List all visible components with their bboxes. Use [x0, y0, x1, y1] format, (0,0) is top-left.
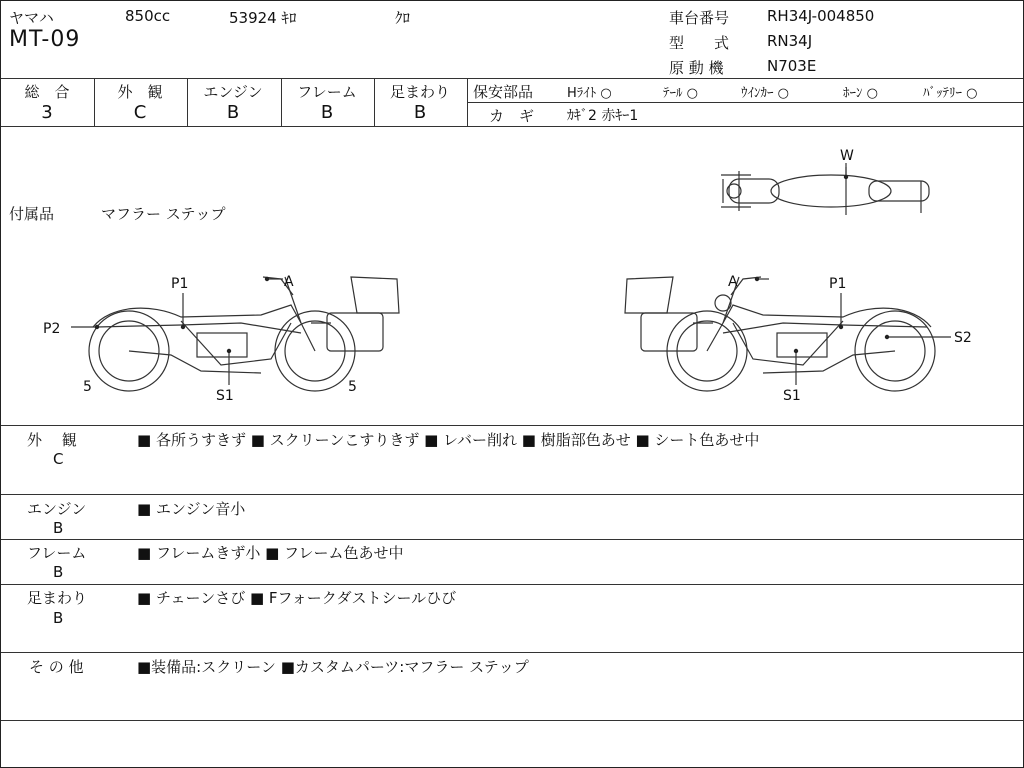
suspension-label: 足まわり	[389, 83, 450, 101]
marker-left-5b: 5	[348, 379, 357, 395]
divider	[1, 539, 1023, 540]
frame-grade-label: フレーム	[297, 83, 357, 101]
marker-left-s1: S1	[216, 388, 234, 404]
section-frame-grade: B	[53, 563, 64, 581]
marker-right-p1: P1	[829, 276, 847, 292]
type-value: RN34J	[767, 32, 813, 50]
engine-label: 原 動 機	[669, 59, 724, 77]
color: ｸﾛ	[395, 9, 411, 27]
marker-left-p1: P1	[171, 276, 189, 292]
key-label: カ ギ	[489, 107, 535, 125]
safety-winker: ｳｲﾝｶｰ ○	[741, 86, 789, 101]
section-engine-grade: B	[53, 519, 64, 537]
section-engine-label: エンジン	[27, 500, 87, 518]
marker-w: W	[840, 148, 854, 164]
section-other-text: ■装備品:スクリーン ■カスタムパーツ:マフラー ステップ	[137, 658, 529, 676]
section-engine-text: ■ エンジン音小	[137, 500, 246, 518]
displacement: 850cc	[125, 7, 171, 25]
section-frame-label: フレーム	[27, 544, 87, 562]
frame-number-label: 車台番号	[669, 9, 730, 27]
safety-battery: ﾊﾞｯﾃﾘｰ ○	[923, 86, 978, 101]
marker-right-s2: S2	[954, 330, 972, 346]
divider	[467, 102, 1023, 103]
frame-grade: B	[320, 102, 334, 123]
exterior-label: 外 観	[117, 83, 163, 101]
suspension-grade: B	[413, 102, 427, 123]
section-frame-text: ■ フレームきず小 ■ フレーム色あせ中	[137, 544, 404, 562]
section-exterior-text: ■ 各所うすきず ■ スクリーンこすりきず ■ レバー削れ ■ 樹脂部色あせ ■ シート色あせ中	[137, 431, 760, 449]
divider	[1, 720, 1023, 721]
type-label: 型 式	[669, 34, 730, 52]
accessories-value: マフラー ステップ	[101, 205, 226, 223]
divider	[1, 584, 1023, 585]
safety-label: 保安部品	[473, 83, 534, 101]
exterior-grade: C	[133, 102, 147, 123]
model-name: MT-09	[9, 27, 81, 52]
engine-grade: B	[226, 102, 240, 123]
section-other-label: そ の 他	[29, 658, 84, 676]
safety-horn: ﾎｰﾝ ○	[843, 86, 878, 101]
accessories-label: 付属品	[9, 205, 55, 223]
section-exterior-label: 外 観	[27, 431, 77, 449]
engine-value: N703E	[767, 57, 817, 75]
key-value: ｶｷﾞ2 赤ｷｰ1	[567, 108, 639, 124]
marker-left-p2: P2	[43, 321, 61, 337]
motorcycle-diagram	[1, 127, 1023, 425]
right-side-bike-icon	[625, 277, 935, 391]
marker-right-a: A	[728, 274, 738, 290]
safety-tail: ﾃｰﾙ ○	[663, 86, 698, 101]
overall-grade: 3	[41, 102, 53, 123]
left-side-bike-icon	[89, 277, 399, 391]
engine-grade-label: エンジン	[203, 83, 263, 101]
marker-left-5a: 5	[83, 379, 92, 395]
mileage: 53924 ｷﾛ	[229, 9, 297, 27]
frame-number-value: RH34J-004850	[767, 7, 875, 25]
top-view-bike-icon	[721, 167, 929, 215]
section-exterior-grade: C	[53, 450, 64, 468]
maker: ヤマハ	[9, 9, 54, 27]
marker-left-a: A	[284, 274, 294, 290]
divider	[1, 494, 1023, 495]
section-suspension-label: 足まわり	[27, 589, 88, 607]
divider	[1, 652, 1023, 653]
safety-headlight: Hﾗｲﾄ ○	[567, 86, 612, 101]
section-suspension-text: ■ チェーンさび ■ Fフォークダストシールひび	[137, 589, 457, 607]
divider	[1, 78, 1023, 79]
overall-label: 総 合	[24, 83, 70, 101]
section-suspension-grade: B	[53, 609, 64, 627]
divider	[1, 425, 1023, 426]
marker-right-s1: S1	[783, 388, 801, 404]
